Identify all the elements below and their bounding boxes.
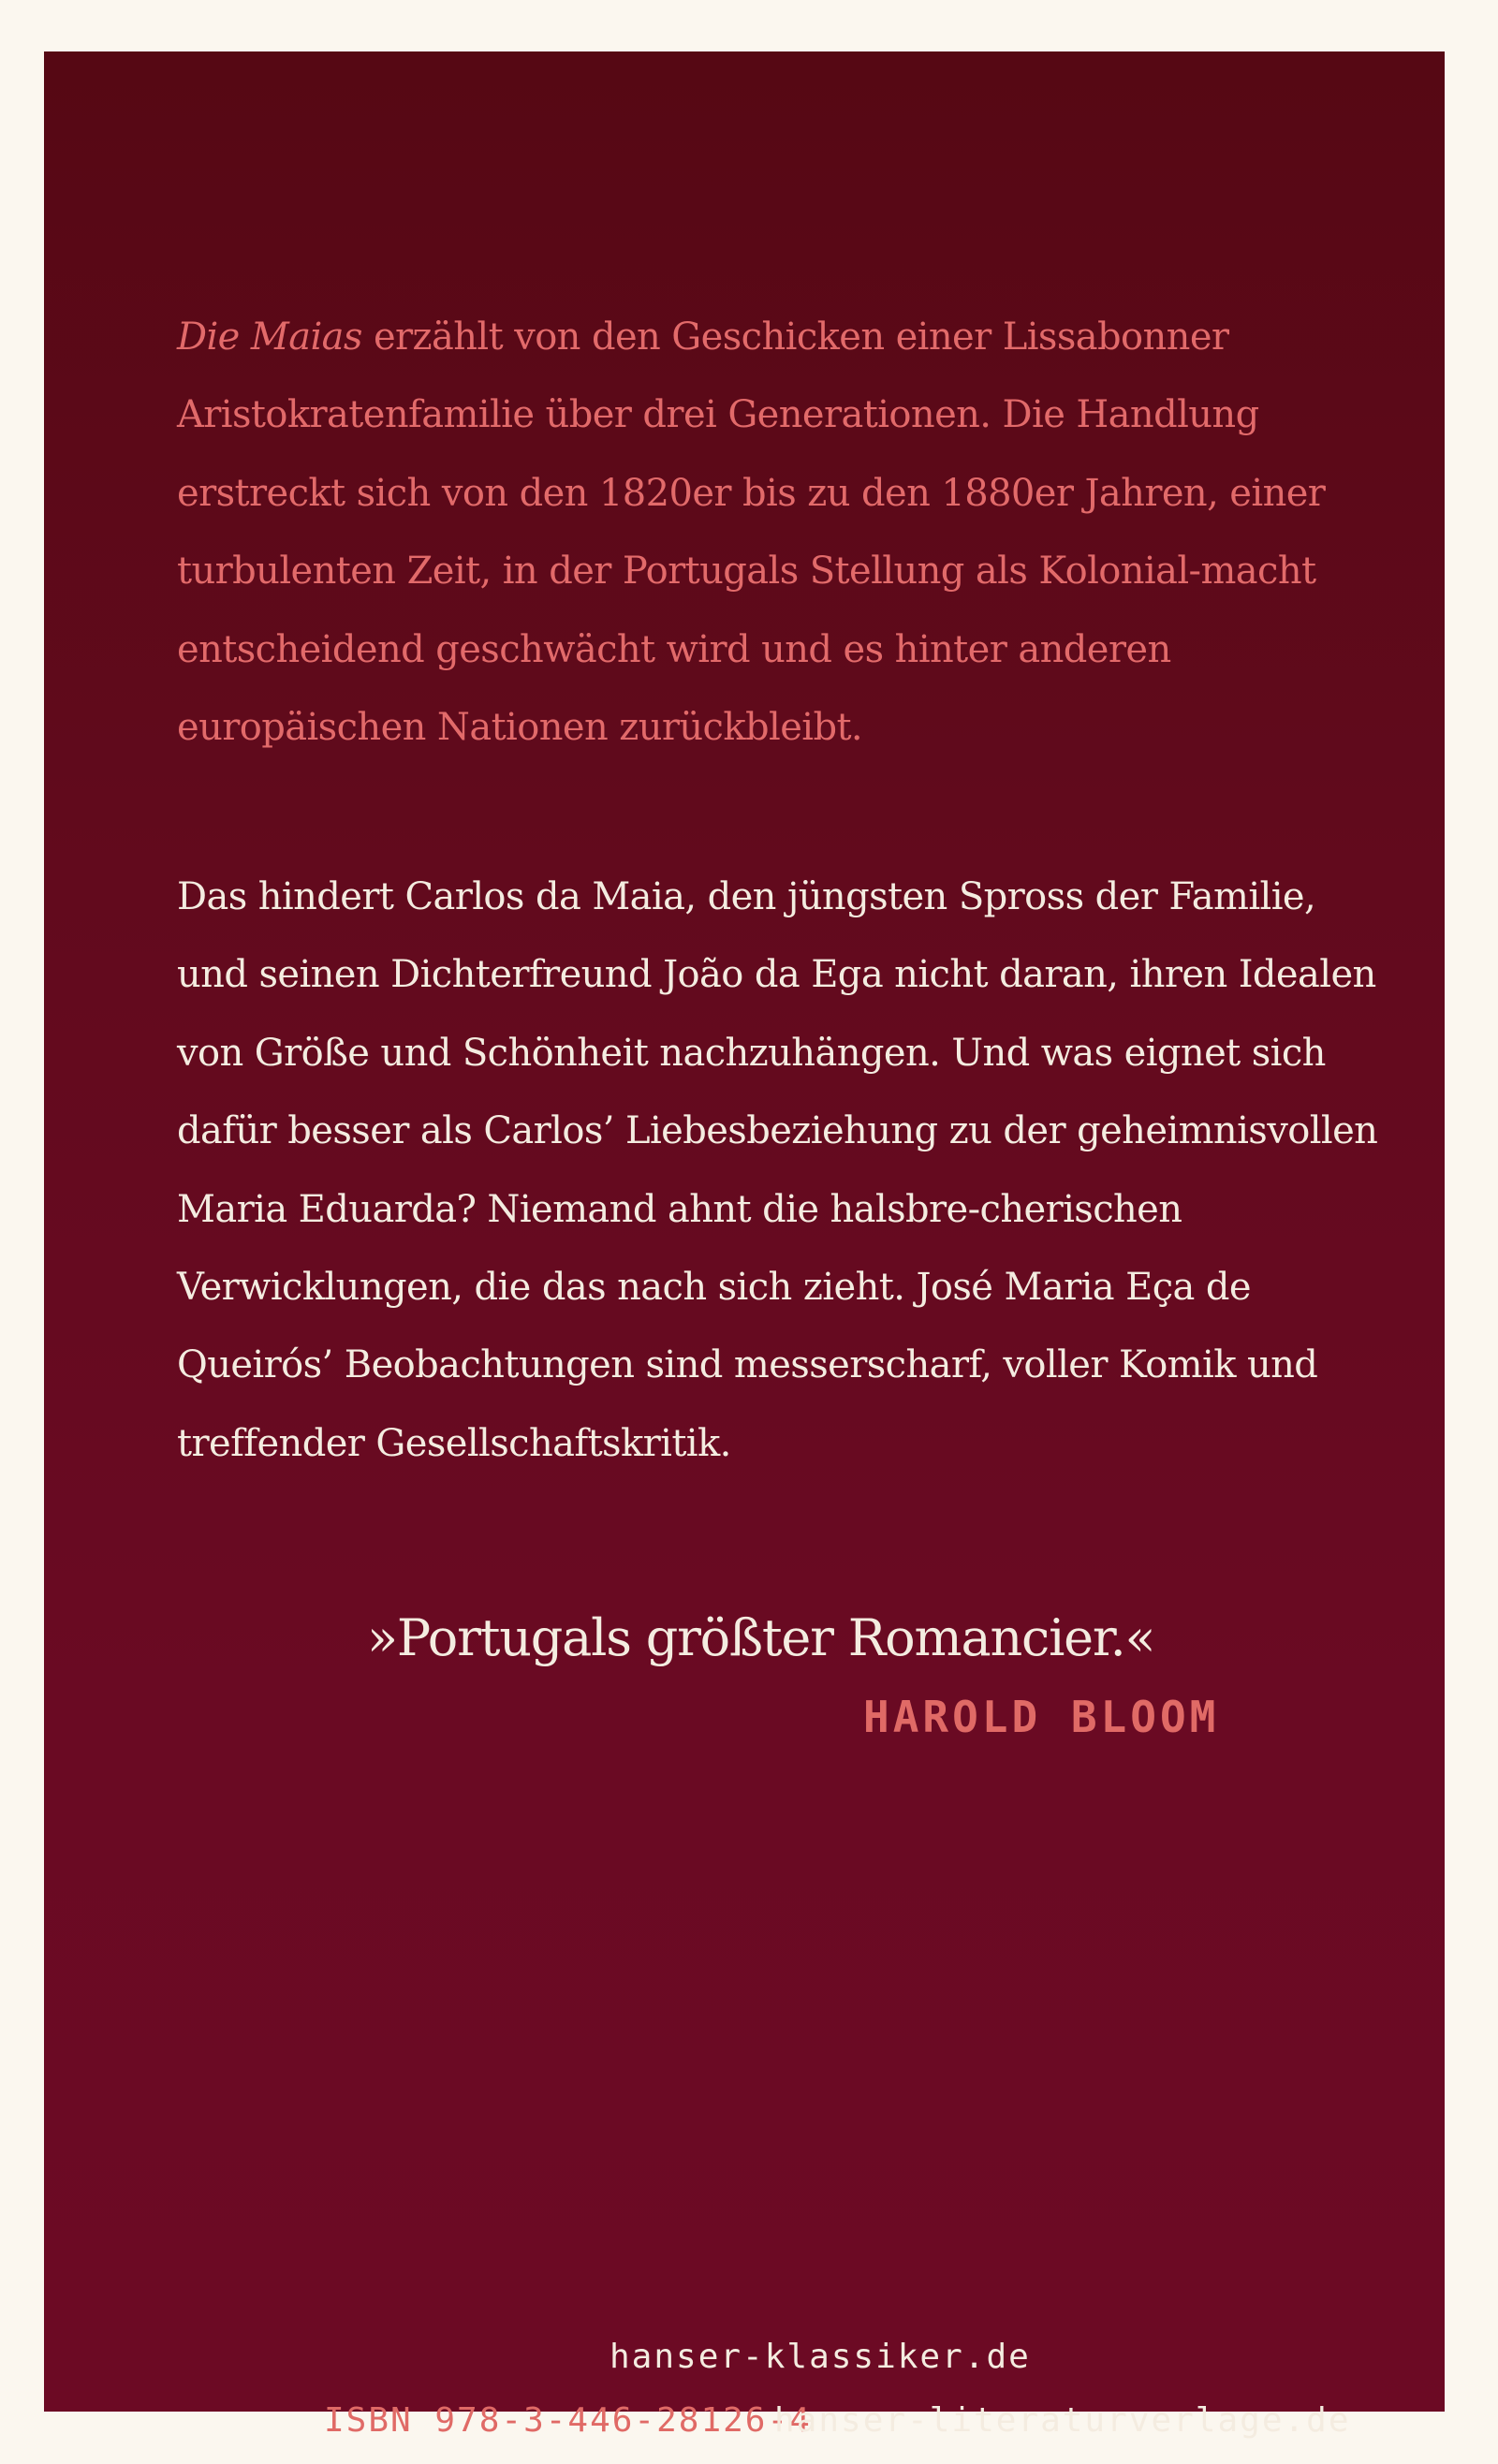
isbn-number: ISBN 978-3-446-28126-4 <box>324 2401 812 2440</box>
back-cover-panel <box>44 51 1445 2440</box>
website-link-literaturverlage[interactable]: hanser-literaturverlage.de <box>774 2401 1351 2440</box>
website-link-klassiker[interactable]: hanser-klassiker.de <box>609 2338 1031 2376</box>
blurb-text: erzählt von den Geschicken einer Lissabonner Aristokratenfamilie über drei Generationen. Die Handlung erstreckt sich von den 1820er bis zu den 1880er Jahren, einer turbulenten Zeit, in der Portugals Stellung als Kolonial-macht entscheidend geschwächt wird und es hinter anderen europäischen Nationen zurückbleibt. <box>177 315 1326 750</box>
quote-text: »Portugals größter Romancier.« <box>367 1608 1155 1667</box>
blurb-paragraph <box>177 299 1385 767</box>
book-title-italic: Die Maias <box>177 315 362 359</box>
quote-author: HAROLD BLOOM <box>863 1692 1220 1742</box>
body-paragraph: Das hindert Carlos da Maia, den jüngsten Spross der Familie, und seinen Dichterfreund João da Ega nicht daran, ihren Idealen von Größe und Schönheit nachzuhängen. Und was eignet sich dafür besser als Carlos’ Liebesbeziehung zu der geheimnisvollen Maria Eduarda? Niemand ahnt die halsbre-cherischen Verwicklungen, die das nach sich zieht. José Maria Eça de Queirós’ Beobachtungen sind messerscharf, voller Komik und treffender Gesellschaftskritik. <box>177 875 1378 1465</box>
